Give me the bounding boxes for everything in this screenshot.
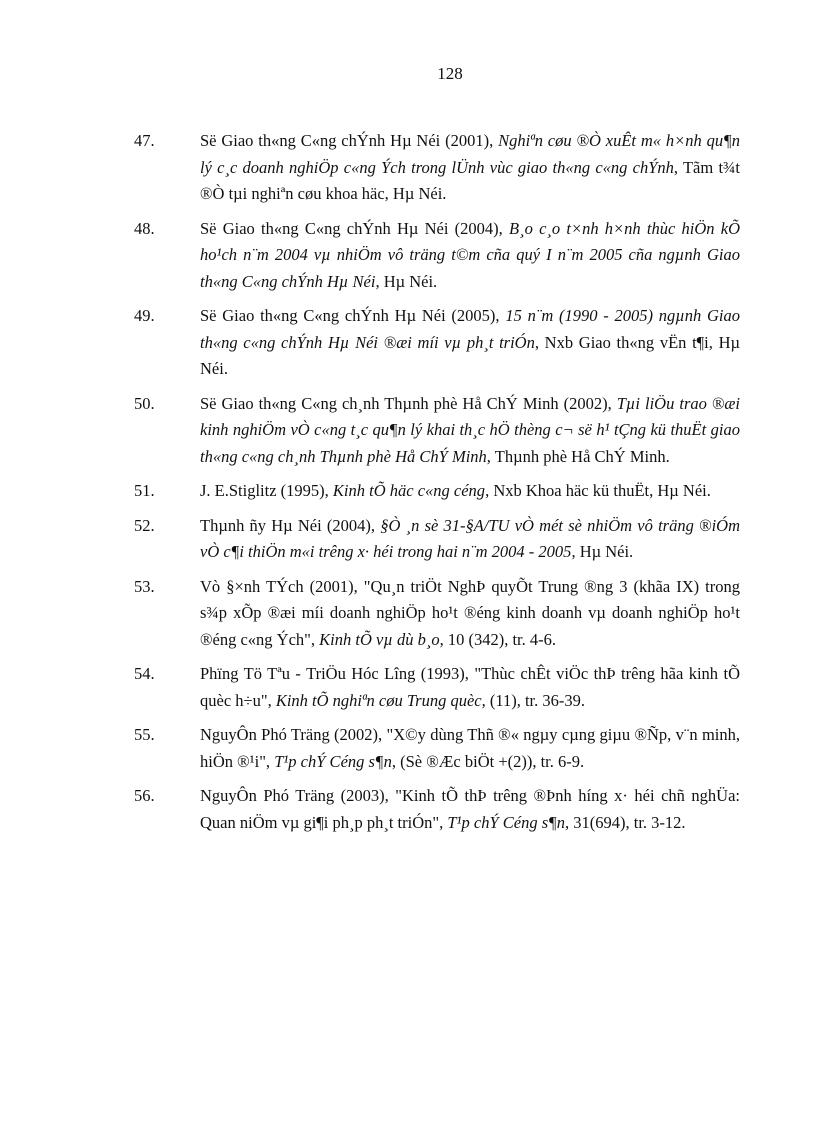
reference-text: NguyÔn Phó Träng (2003), "Kinh tÕ thÞ trêng ®Þnh híng x· héi chñ nghÜa: Quan niÖm vµ gi¶i ph¸p ph¸t triÓn", [200, 786, 740, 832]
reference-item [134, 574, 740, 654]
reference-text: , Nxb Khoa häc kü thuËt, Hµ Néi. [485, 481, 711, 500]
reference-number: 53. [134, 576, 155, 596]
reference-item [134, 661, 740, 714]
reference-number: 50. [134, 393, 155, 413]
reference-item [134, 216, 740, 296]
reference-item [134, 722, 740, 775]
reference-text: NguyÔn Phó Träng (2002), "X©y dùng Thñ ®« ngµy cµng giµu ®Ñp, v¨n minh, hiÖn ®¹i", [200, 725, 740, 771]
reference-text: Së Giao th«ng C«ng ch¸nh Thµnh phè Hå ChÝ Minh (2002), [200, 393, 617, 413]
reference-title: Nghiªn cøu ®Ò xuÊt m« h×nh qu¶n lý c¸c doanh nghiÖp c«ng Ých trong lÜnh vùc giao th«ng c«ng chÝnh [200, 131, 740, 177]
reference-text: , 31(694), tr. 3-12. [565, 812, 686, 832]
reference-item [134, 128, 740, 208]
reference-text: , 10 (342), tr. 4-6. [439, 629, 556, 649]
reference-number: 55. [134, 725, 155, 744]
reference-text: Së Giao th«ng C«ng chÝnh Hµ Néi (2005), [200, 306, 506, 325]
reference-number: 52. [134, 515, 155, 535]
reference-title: B¸o c¸o t×nh h×nh thùc hiÖn kÕ ho¹ch n¨m 2004 vµ nhiÖm vô träng t©m cña quý I n¨m 2005 cña ngµnh Giao th«ng C«ng chÝnh Hµ Néi [200, 218, 740, 291]
reference-text: J. E.Stiglitz (1995), [200, 481, 333, 500]
reference-text: Së Giao th«ng C«ng chÝnh Hµ Néi (2001), [200, 131, 499, 150]
reference-item [134, 513, 740, 566]
reference-text: , (Sè ®Æc biÖt +(2)), tr. 6-9. [391, 751, 585, 771]
reference-number: 47. [134, 131, 155, 150]
reference-number: 49. [134, 306, 155, 325]
reference-title: Kinh tÕ vµ dù b¸o [319, 629, 440, 649]
reference-title: Kinh tÕ nghiªn cøu Trung quèc [275, 690, 482, 710]
reference-text: Vò §×nh TÝch (2001), "Qu¸n triÖt NghÞ quyÕt Trung ®ng 3 (khãa IX) trong s¾p xÕp ®æi míi doanh nghiÖp ho¹t ®éng kinh doanh vµ doanh nghiÖp ho¹t ®éng c«ng Ých", [200, 576, 740, 649]
reference-text: , Nxb Giao th«ng vËn t¶i, Hµ Néi. [200, 332, 740, 378]
reference-text: , (11), tr. 36-39. [481, 690, 586, 710]
reference-item [134, 391, 740, 471]
reference-text: Thµnh phè Hå ChÝ Minh. [490, 446, 670, 466]
reference-item [134, 478, 740, 505]
reference-title: §Ò ¸n sè 31-§A/TU vÒ mét sè nhiÖm vô träng ®iÓm vÒ c¶i thiÖn m«i trêng x· héi trong hai n¨m 2004 - 2005 [200, 515, 740, 561]
reference-number: 56. [134, 786, 155, 805]
reference-title: Kinh tÕ häc c«ng céng [332, 481, 486, 500]
reference-text: , Tãm t¾t ®Ò tµi nghiªn cøu khoa häc, Hµ Néi. [200, 157, 741, 203]
reference-text: Phïng Tö Tªu - TriÖu Hóc Lîng (1993), "Thùc chÊt viÖc thÞ trêng hãa kinh tÕ quèc h÷u", [200, 664, 740, 710]
reference-text: , Hµ Néi. [375, 271, 438, 291]
reference-item [134, 303, 740, 383]
reference-number: 54. [134, 664, 155, 683]
reference-title: Tµi liÖu trao ®æi kinh nghiÖm vÒ c«ng t¸c qu¶n lý khai th¸c hÖ thèng c¬ së h¹ tÇng kü thuËt giao th«ng c«ng ch¸nh Thµnh phè Hå ChÝ Minh, [200, 393, 740, 466]
reference-item [134, 783, 740, 836]
reference-number: 48. [134, 218, 155, 238]
reference-text: Thµnh ñy Hµ Néi (2004), [200, 515, 381, 535]
reference-title: 15 n¨m (1990 - 2005) ngµnh Giao th«ng c«ng chÝnh Hµ Néi ®æi míi vµ ph¸t triÓn [200, 306, 740, 352]
reference-list [134, 128, 740, 844]
reference-title: T¹p chÝ Céng s¶n [274, 751, 392, 771]
reference-text: Së Giao th«ng C«ng chÝnh Hµ Néi (2004), [200, 218, 510, 238]
reference-text: , Hµ Néi. [571, 542, 634, 561]
page-number: 128 [437, 64, 463, 83]
reference-number: 51. [134, 481, 155, 500]
reference-title: T¹p chÝ Céng s¶n [447, 812, 566, 832]
